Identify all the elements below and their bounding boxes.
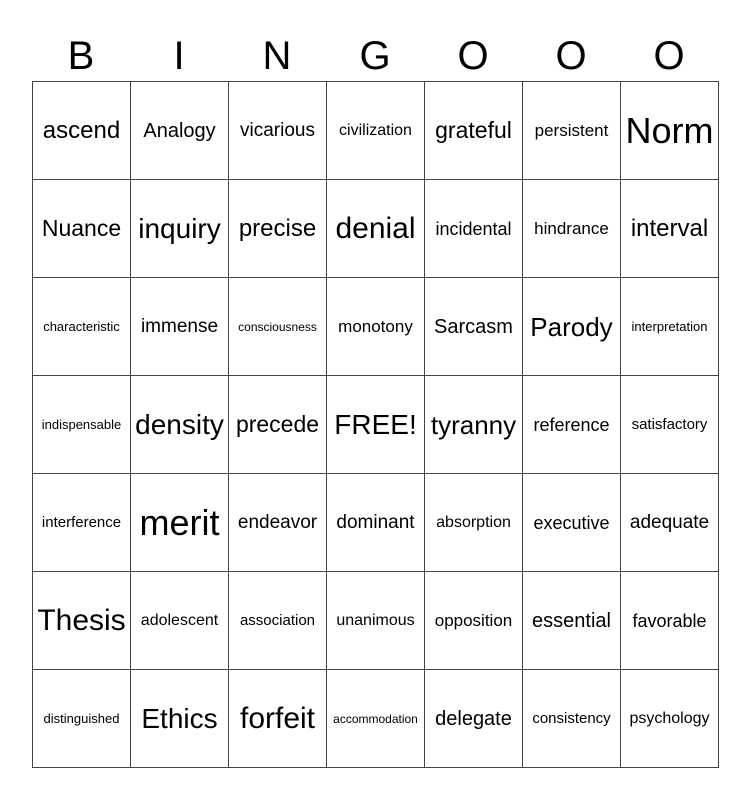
cell-word: interval [630, 214, 709, 242]
bingo-cell [33, 474, 131, 572]
cell-word: precede [235, 411, 320, 437]
bingo-cell [621, 82, 719, 180]
cell-word: hindrance [534, 219, 609, 238]
header-letter-g: G [359, 34, 391, 78]
header-letter-o1: O [457, 34, 489, 78]
bingo-cell [33, 278, 131, 376]
bingo-cell [327, 82, 425, 180]
header-letter-b: B [67, 34, 95, 78]
bingo-cell [229, 278, 327, 376]
bingo-cell [425, 474, 523, 572]
bingo-cell [523, 82, 621, 180]
bingo-cell [425, 572, 523, 670]
bingo-cell [131, 670, 229, 768]
bingo-cell [425, 278, 523, 376]
cell-word: interference [41, 514, 122, 531]
cell-word: Nuance [41, 215, 122, 241]
bingo-cell [621, 670, 719, 768]
bingo-cell [425, 670, 523, 768]
cell-word: interpretation [631, 319, 708, 334]
cell-word: Parody [530, 311, 613, 342]
bingo-cell [229, 474, 327, 572]
cell-word: persistent [534, 121, 609, 140]
cell-word: monotony [338, 317, 413, 336]
cell-word: consistency [532, 710, 611, 727]
cell-word: executive [533, 512, 610, 533]
cell-word: tyranny [430, 409, 517, 440]
bingo-cell [327, 278, 425, 376]
bingo-cell [621, 278, 719, 376]
cell-word: dominant [336, 512, 415, 533]
cell-word: delegate [435, 707, 512, 730]
cell-word: ascend [42, 116, 121, 144]
bingo-cell free-space [327, 376, 425, 474]
cell-word: association [239, 612, 316, 629]
cell-word: satisfactory [631, 416, 708, 433]
header-letter-n: N [262, 34, 292, 78]
cell-word: adequate [629, 512, 710, 533]
cell-word: unanimous [336, 611, 415, 629]
cell-word: grateful [435, 117, 512, 143]
bingo-cell [33, 82, 131, 180]
bingo-cell [523, 180, 621, 278]
bingo-cell [229, 572, 327, 670]
bingo-cell [33, 670, 131, 768]
bingo-cell [131, 376, 229, 474]
bingo-cell [425, 180, 523, 278]
header-letter-o2: O [555, 34, 587, 78]
cell-word: immense [140, 316, 219, 337]
bingo-cell [33, 376, 131, 474]
bingo-cell [621, 474, 719, 572]
bingo-cell [327, 670, 425, 768]
bingo-cell [523, 376, 621, 474]
cell-word: indispensable [41, 417, 122, 432]
bingo-cell [327, 572, 425, 670]
bingo-cell [131, 82, 229, 180]
bingo-cell [131, 180, 229, 278]
cell-word: absorption [436, 513, 511, 531]
bingo-cell [523, 572, 621, 670]
cell-word: merit [139, 501, 220, 543]
cell-word: precise [238, 214, 317, 242]
bingo-cell [621, 572, 719, 670]
bingo-grid [32, 81, 719, 768]
cell-word: endeavor [237, 512, 318, 533]
cell-word: Analogy [143, 119, 216, 142]
bingo-cell [425, 82, 523, 180]
header-letter-i: I [173, 34, 185, 78]
cell-word: psychology [629, 709, 710, 727]
cell-word: adolescent [140, 611, 219, 629]
cell-word: vicarious [240, 120, 315, 141]
bingo-cell [229, 670, 327, 768]
cell-word: opposition [434, 611, 513, 630]
bingo-cell [327, 474, 425, 572]
header-letter-o3: O [653, 34, 685, 78]
bingo-cell [229, 376, 327, 474]
bingo-cell [33, 180, 131, 278]
cell-word: Ethics [141, 702, 218, 734]
bingo-cell [33, 572, 131, 670]
cell-word: accommodation [333, 711, 418, 726]
cell-word: forfeit [239, 701, 316, 735]
cell-word: favorable [632, 610, 707, 631]
bingo-cell [621, 180, 719, 278]
cell-word: essential [532, 609, 611, 632]
bingo-cell [523, 278, 621, 376]
bingo-cell [229, 180, 327, 278]
bingo-header [32, 30, 718, 82]
cell-word: Sarcasm [434, 315, 513, 338]
cell-word: consciousness [238, 319, 317, 334]
free-space-label: FREE! [334, 408, 417, 440]
bingo-cell [131, 474, 229, 572]
bingo-cell [523, 474, 621, 572]
bingo-cell [621, 376, 719, 474]
bingo-cell [229, 82, 327, 180]
bingo-cell [523, 670, 621, 768]
bingo-cell [327, 180, 425, 278]
cell-word: characteristic [43, 319, 120, 334]
cell-word: incidental [435, 218, 512, 239]
cell-word: Thesis [37, 603, 126, 637]
bingo-cell [425, 376, 523, 474]
cell-word: civilization [339, 121, 412, 139]
bingo-cell [131, 278, 229, 376]
cell-word: denial [335, 211, 416, 245]
cell-word: density [135, 408, 224, 440]
bingo-cell [131, 572, 229, 670]
cell-word: reference [533, 414, 610, 435]
cell-word: Norm [625, 109, 714, 151]
cell-word: inquiry [138, 212, 221, 244]
cell-word: distinguished [43, 711, 120, 726]
